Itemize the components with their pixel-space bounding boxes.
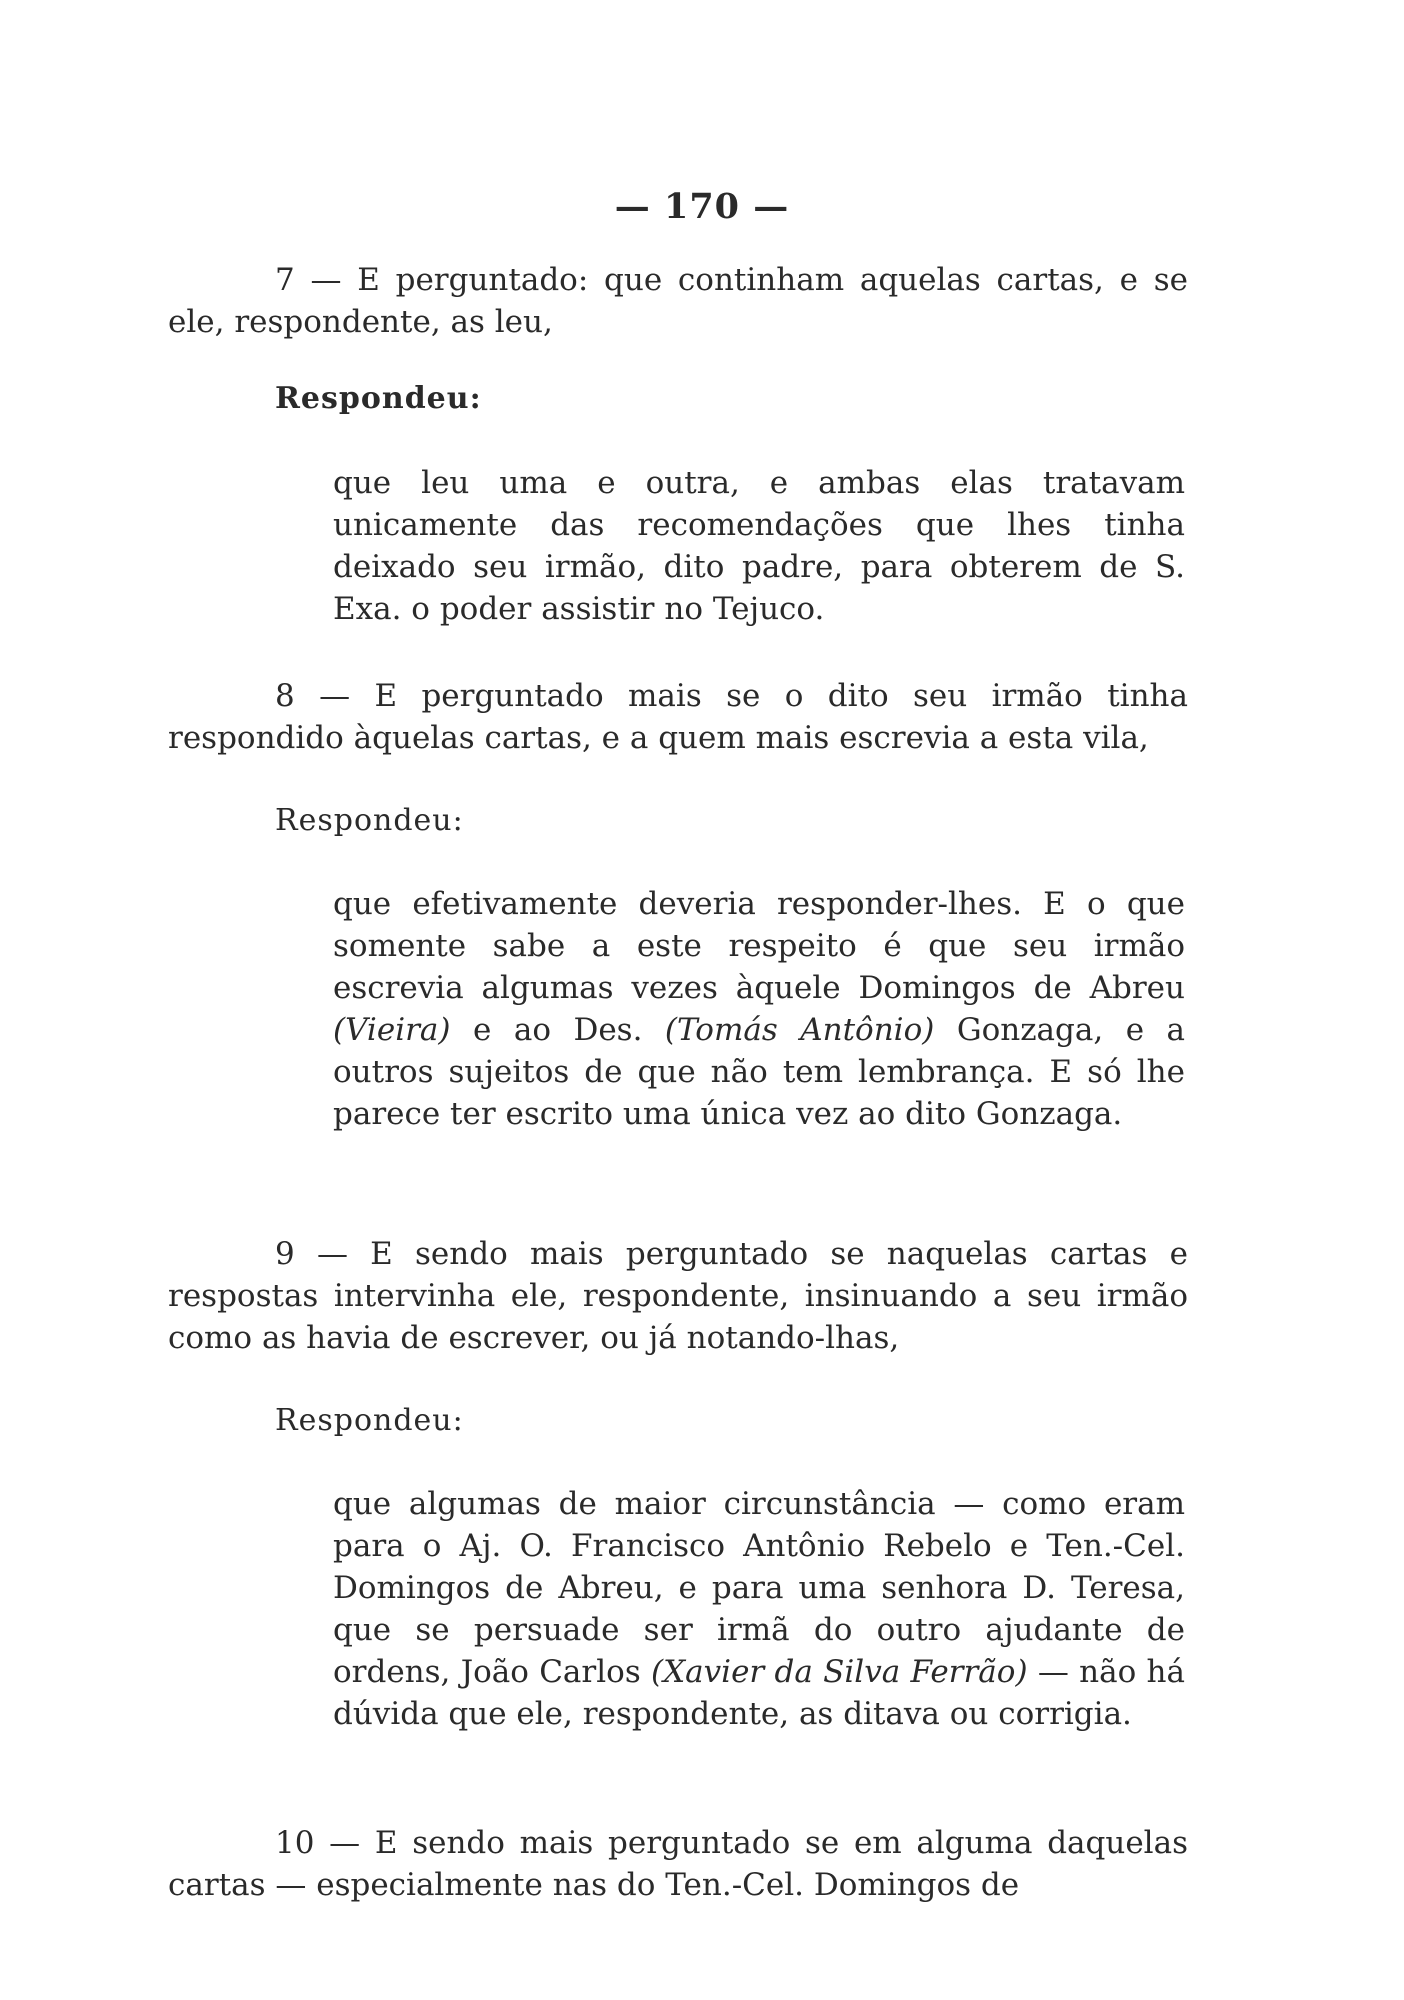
question-10: 10 — E sendo mais perguntado se em alguma daquelas cartas — especialmente nas do Ten.-Cel. Domingos de <box>168 1825 1188 1903</box>
question-8: 8 — E perguntado mais se o dito seu irmão tinha respondido àquelas cartas, e a quem mais escrevia a esta vila, <box>168 678 1188 756</box>
answer-8-text-c: Gonzaga, e a outros sujeitos de que não tem lembrança. E só lhe parece ter escrito uma única vez ao dito Gonzaga. <box>333 1012 1186 1132</box>
page-number: — 170 — <box>614 186 790 227</box>
answer-8-italic-tomas: (Tomás Antônio) <box>664 1012 935 1048</box>
answer-9-text-a: que algumas de maior circunstância — como eram para o Aj. O. Francisco Antônio Rebelo e Ten.-Cel. Domingos de Abreu, e para uma senhora D. Teresa, que se persuade ser irmã do outro ajudante de ordens, João Carlos <box>333 1486 1185 1690</box>
respondeu-label-7: Respondeu: <box>275 381 482 416</box>
answer-8 <box>333 883 1185 1135</box>
respondeu-label-8: Respondeu: <box>275 803 464 838</box>
answer-9-text-b: — não há dúvida que ele, respondente, as ditava ou corrigia. <box>333 1654 1185 1732</box>
answer-8-text-a: que efetivamente deveria responder-lhes. E o que somente sabe a este respeito é que seu irmão escrevia algumas vezes àquele Domingos de Abreu <box>333 886 1185 1006</box>
answer-9-italic-name: (Xavier da Silva Ferrão) <box>651 1654 1028 1690</box>
question-7: 7 — E perguntado: que continham aquelas cartas, e se ele, respondente, as leu, <box>168 262 1188 340</box>
respondeu-label-9: Respondeu: <box>275 1403 464 1438</box>
answer-8-text-b: e ao Des. <box>450 1012 665 1048</box>
answer-9 <box>333 1483 1185 1735</box>
question-9: 9 — E sendo mais perguntado se naquelas cartas e respostas intervinha ele, respondente, insinuando a seu irmão como as havia de escrever, ou já notando-lhas, <box>168 1236 1188 1356</box>
answer-8-italic-vieira: (Vieira) <box>333 1012 451 1048</box>
answer-7: que leu uma e outra, e ambas elas tratavam unicamente das recomendações que lhes tinha deixado seu irmão, dito padre, para obterem de S. Exa. o poder assistir no Tejuco. <box>333 465 1185 627</box>
